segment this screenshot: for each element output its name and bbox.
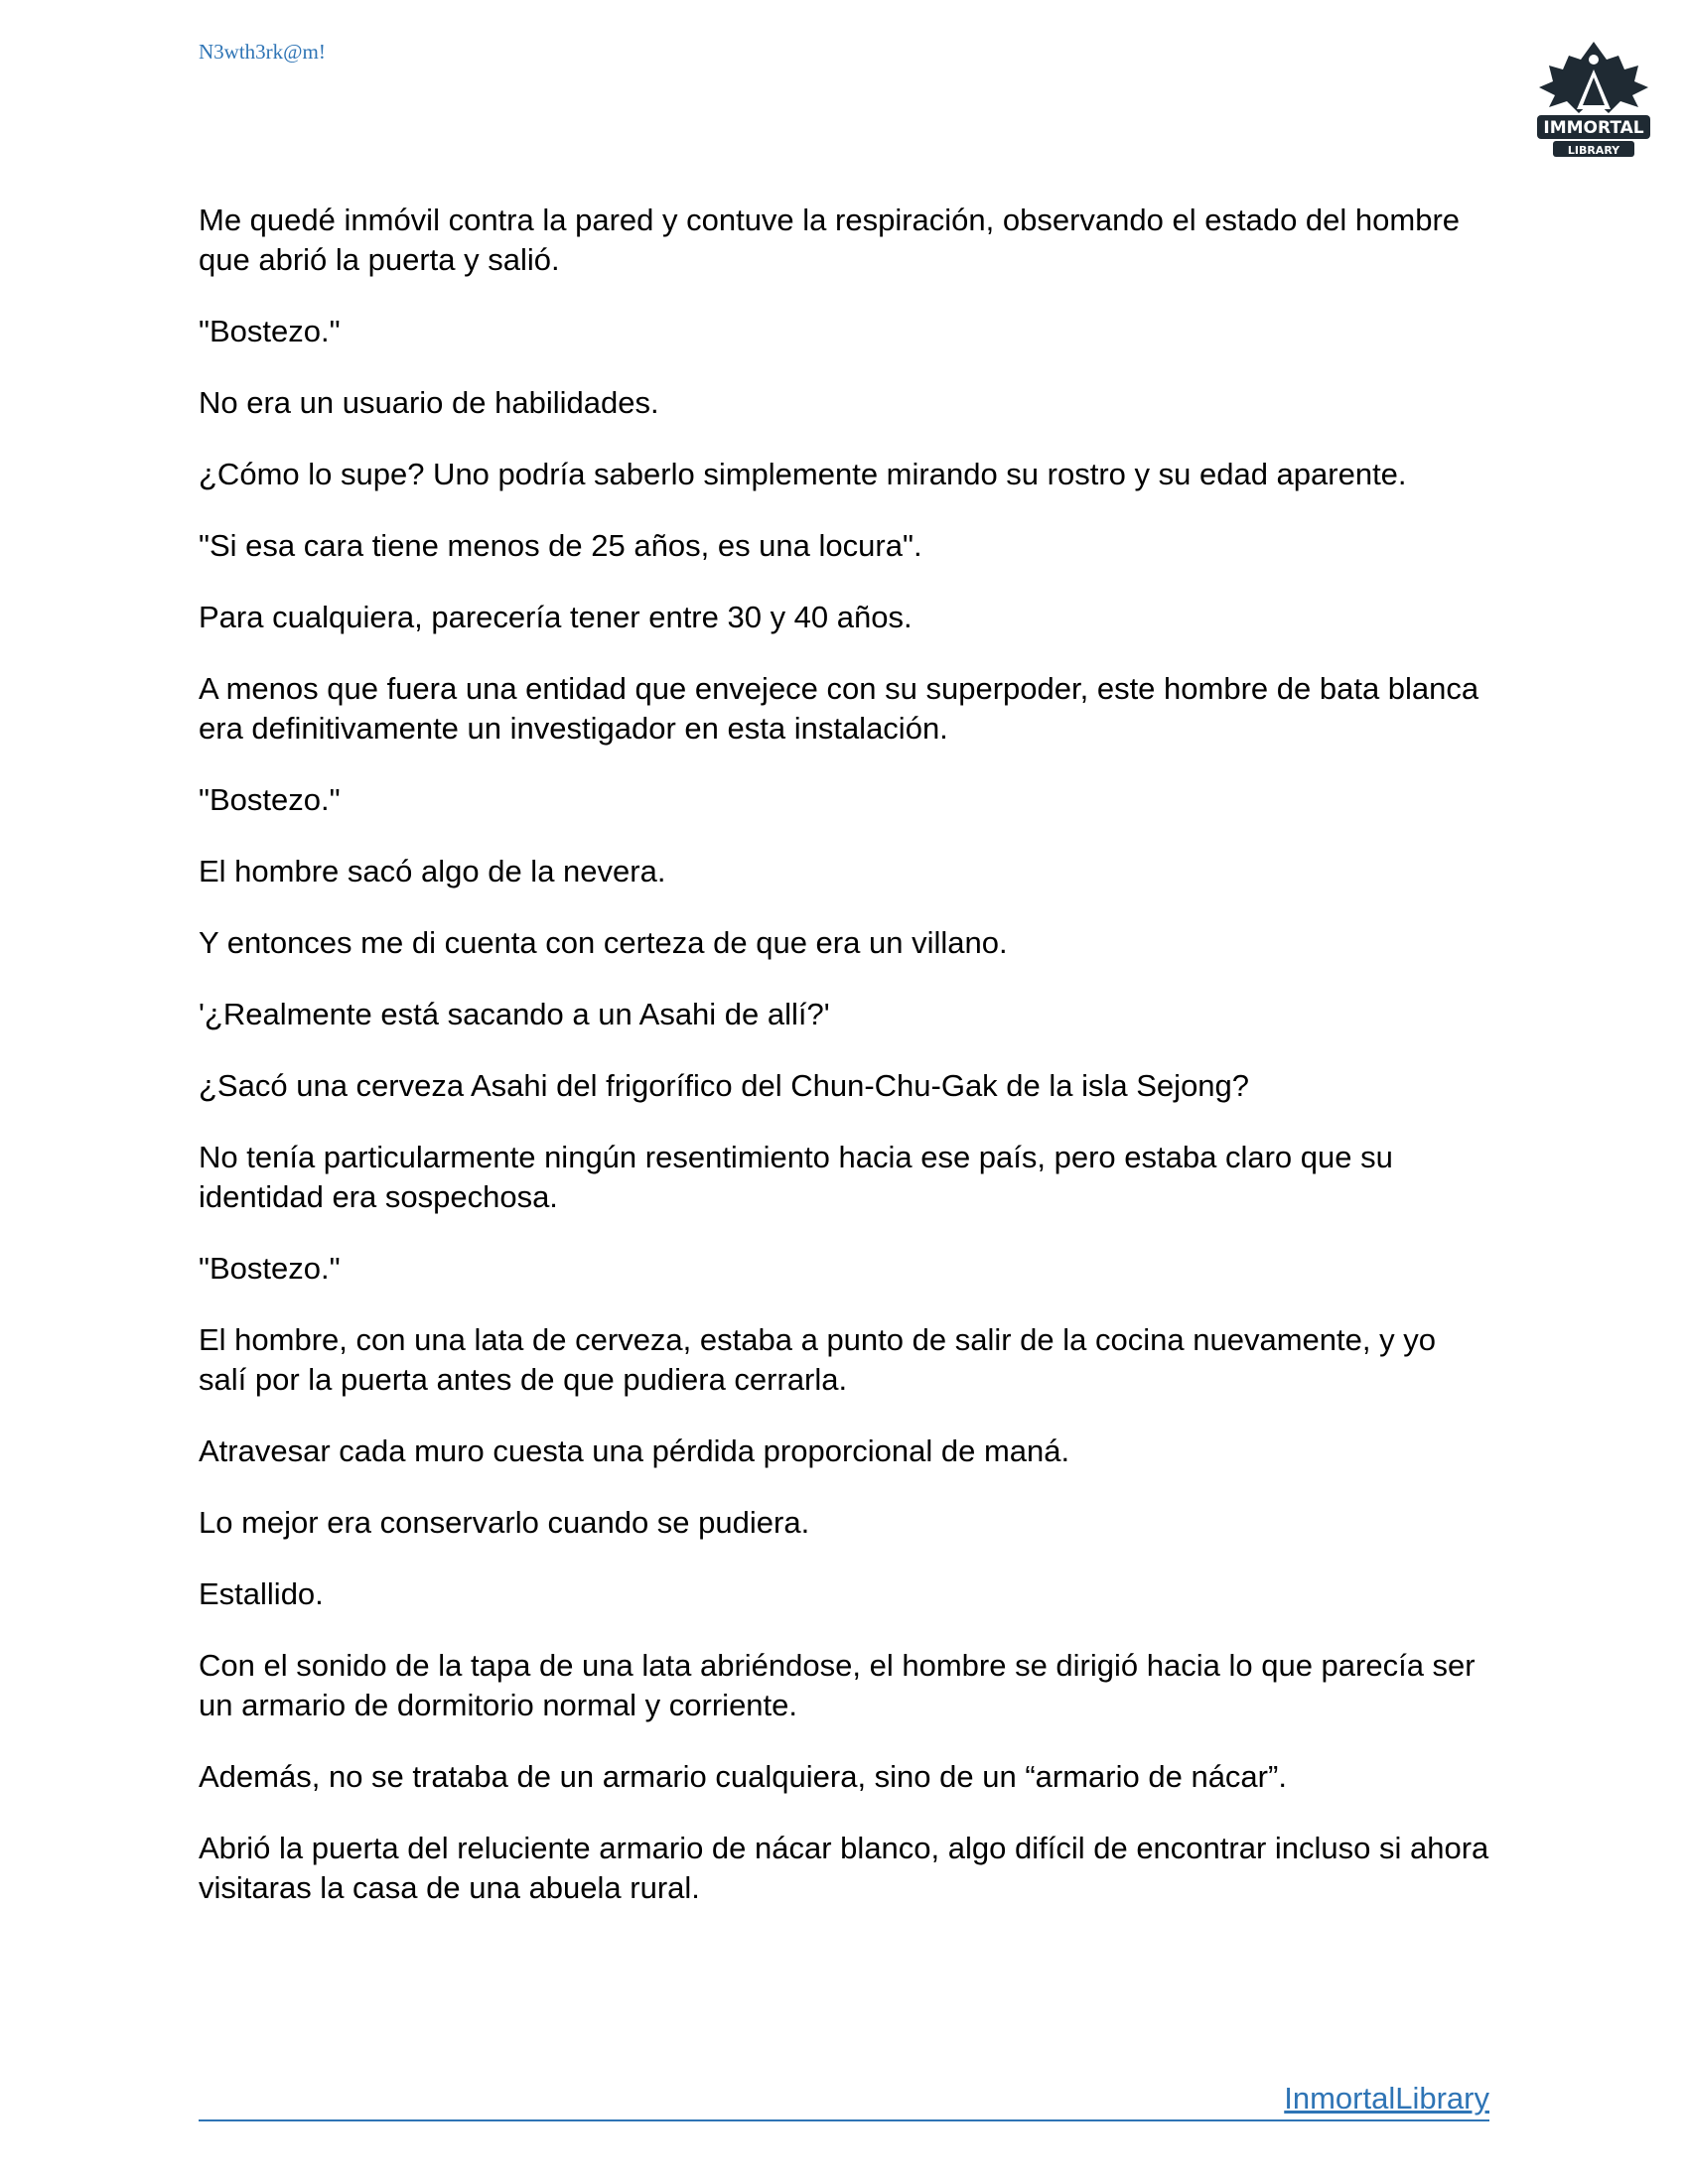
- paragraph: El hombre, con una lata de cerveza, estaba a punto de salir de la cocina nuevamente, y yo salí por la puerta antes de que pudiera cerrarla.: [199, 1322, 1436, 1397]
- paragraph: ¿Cómo lo supe? Uno podría saberlo simplemente mirando su rostro y su edad aparente.: [199, 457, 1407, 491]
- paragraph: Atravesar cada muro cuesta una pérdida proporcional de maná.: [199, 1433, 1070, 1468]
- logo-text-bottom: LIBRARY: [1567, 144, 1620, 157]
- paragraph: Estallido.: [199, 1576, 324, 1611]
- paragraph: Abrió la puerta del reluciente armario de nácar blanco, algo difícil de encontrar incluso si ahora visitaras la casa de una abuela rural.: [199, 1831, 1489, 1905]
- document-body: [199, 201, 1489, 1940]
- paragraph: "Bostezo.": [199, 782, 341, 817]
- paragraph: Me quedé inmóvil contra la pared y contuve la respiración, observando el estado del hombre que abrió la puerta y salió.: [199, 203, 1461, 277]
- paragraph: "Bostezo.": [199, 1251, 341, 1286]
- paragraph: El hombre sacó algo de la nevera.: [199, 854, 666, 888]
- paragraph: '¿Realmente está sacando a un Asahi de allí?': [199, 997, 830, 1031]
- header-watermark: N3wth3rk@m!: [199, 40, 326, 64]
- paragraph: No era un usuario de habilidades.: [199, 385, 659, 420]
- paragraph: Y entonces me di cuenta con certeza de que era un villano.: [199, 925, 1008, 960]
- paragraph: Con el sonido de la tapa de una lata abriéndose, el hombre se dirigió hacia lo que parecía ser un armario de dormitorio normal y corriente.: [199, 1648, 1476, 1722]
- paragraph: Además, no se trataba de un armario cualquiera, sino de un “armario de nácar”.: [199, 1759, 1287, 1794]
- paragraph: No tenía particularmente ningún resentimiento hacia ese país, pero estaba claro que su identidad era sospechosa.: [199, 1140, 1393, 1214]
- paragraph: Para cualquiera, parecería tener entre 30 y 40 años.: [199, 600, 913, 634]
- immortal-library-logo-icon: [1519, 30, 1668, 169]
- footer-divider: [199, 2119, 1489, 2121]
- paragraph: "Bostezo.": [199, 314, 341, 348]
- footer-library-link[interactable]: InmortalLibrary: [1284, 2081, 1489, 2116]
- paragraph: ¿Sacó una cerveza Asahi del frigorífico del Chun-Chu-Gak de la isla Sejong?: [199, 1068, 1250, 1103]
- paragraph: Lo mejor era conservarlo cuando se pudiera.: [199, 1505, 810, 1540]
- paragraph: A menos que fuera una entidad que envejece con su superpoder, este hombre de bata blanca era definitivamente un investigador en esta instalación.: [199, 671, 1479, 746]
- paragraph: "Si esa cara tiene menos de 25 años, es una locura".: [199, 528, 922, 563]
- logo-text-top: IMMORTAL: [1543, 118, 1644, 138]
